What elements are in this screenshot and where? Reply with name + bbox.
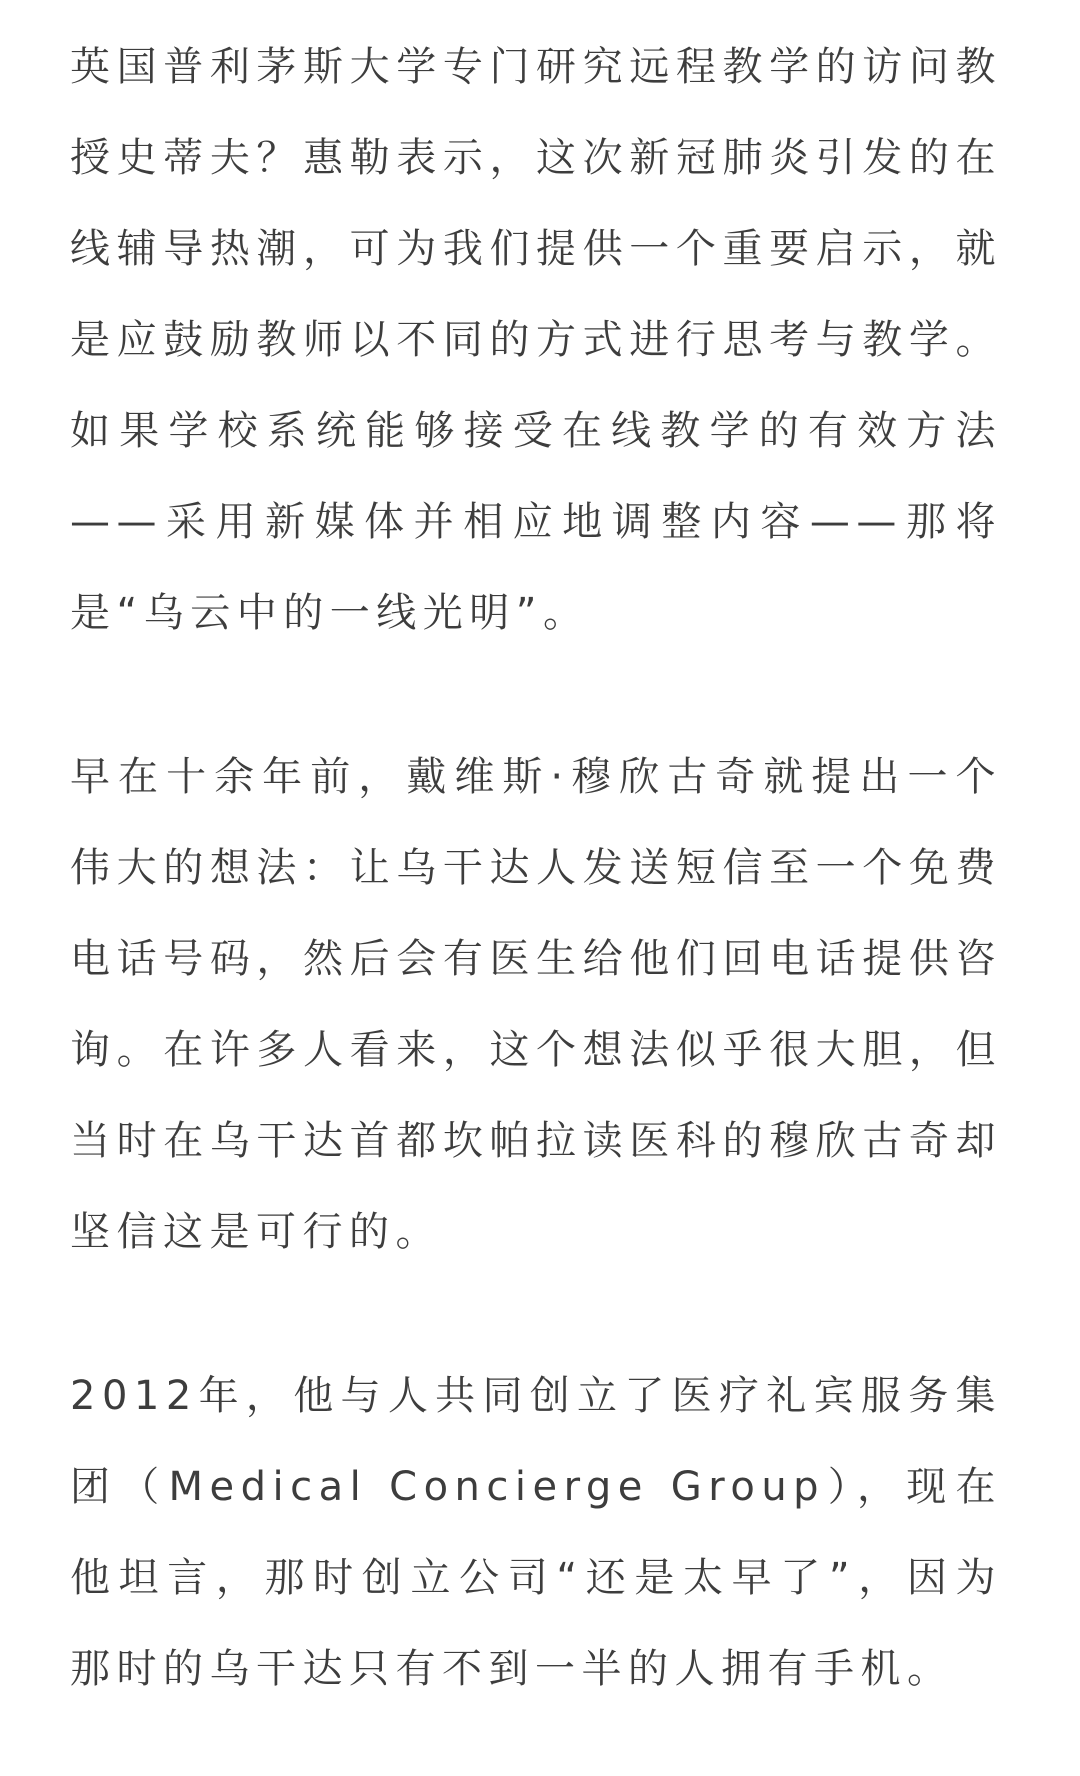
- paragraph-3: 2012年，他与人共同创立了医疗礼宾服务集团（Medical Concierge Group），现在他坦言，那时创立公司“还是太早了”，因为那时的乌干达只有不到一半的人拥有手机。: [70, 1373, 1002, 1692]
- article-body: [70, 22, 1002, 1715]
- paragraph-1: 英国普利茅斯大学专门研究远程教学的访问教授史蒂夫？惠勒表示，这次新冠肺炎引发的在线辅导热潮，可为我们提供一个重要启示，就是应鼓励教师以不同的方式进行思考与教学。如果学校系统能够接受在线教学的有效方法——采用新媒体并相应地调整内容——那将是“乌云中的一线光明”。: [70, 44, 1002, 636]
- paragraph-2: 早在十余年前，戴维斯·穆欣古奇就提出一个伟大的想法：让乌干达人发送短信至一个免费电话号码，然后会有医生给他们回电话提供咨询。在许多人看来，这个想法似乎很大胆，但当时在乌干达首都坎帕拉读医科的穆欣古奇却坚信这是可行的。: [70, 754, 1002, 1255]
